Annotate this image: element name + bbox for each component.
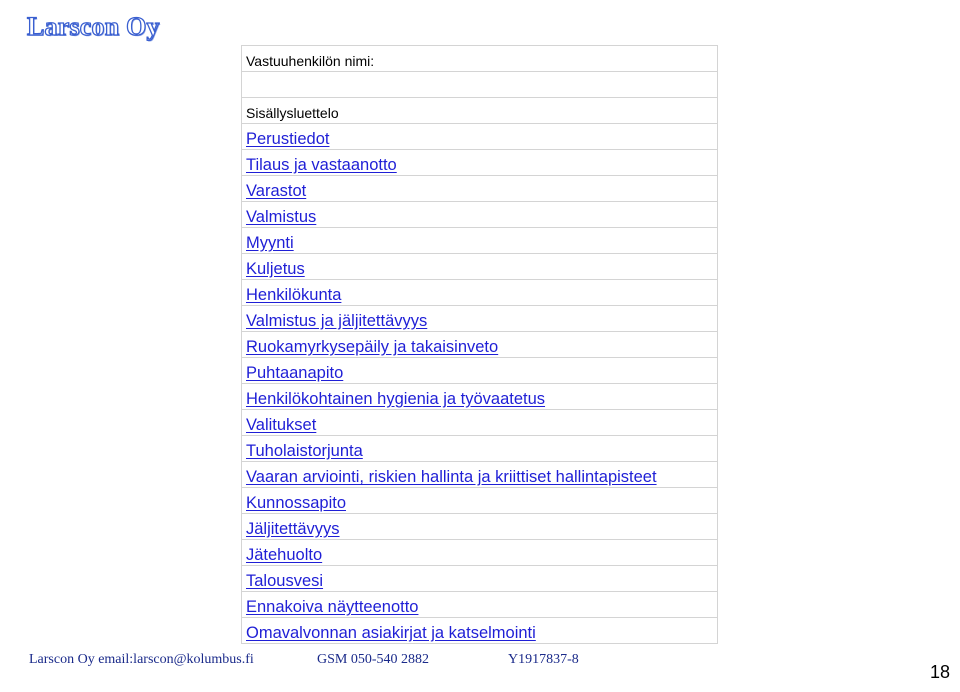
toc-link[interactable]: Kunnossapito: [246, 494, 346, 512]
toc-row: [242, 358, 718, 384]
toc-row: [242, 254, 718, 280]
toc-link[interactable]: Kuljetus: [246, 260, 305, 278]
toc-link[interactable]: Henkilökunta: [246, 286, 342, 304]
toc-row: [242, 202, 718, 228]
toc-link[interactable]: Jätehuolto: [246, 546, 323, 564]
toc-link[interactable]: Talousvesi: [246, 572, 324, 590]
toc-link[interactable]: Ruokamyrkysepäily ja takaisinveto: [246, 338, 499, 356]
page-number: 18: [929, 662, 950, 682]
responsible-row: [242, 46, 718, 72]
toc-link[interactable]: Valmistus ja jäljitettävyys: [246, 312, 428, 330]
toc-link[interactable]: Tilaus ja vastaanotto: [246, 156, 397, 174]
toc-link[interactable]: Henkilökohtainen hygienia ja työvaatetus: [246, 390, 546, 408]
toc-link[interactable]: Perustiedot: [246, 130, 330, 148]
toc-link[interactable]: Omavalvonnan asiakirjat ja katselmointi: [246, 624, 536, 642]
toc-row: [242, 332, 718, 358]
toc-row: [242, 410, 718, 436]
footer-business-id: Y1917837-8: [508, 652, 579, 667]
toc-list: [242, 124, 718, 644]
toc-row: [242, 462, 718, 488]
toc-link[interactable]: Tuholaistorjunta: [246, 442, 363, 460]
toc-row: [242, 566, 718, 592]
toc-heading-row: [242, 98, 718, 124]
toc-row: [242, 514, 718, 540]
empty-row: [242, 72, 718, 98]
toc-link[interactable]: Vaaran arviointi, riskien hallinta ja kriittiset hallintapisteet: [246, 468, 657, 486]
toc-row: [242, 228, 718, 254]
toc-row: [242, 124, 718, 150]
toc-link[interactable]: Puhtaanapito: [246, 364, 344, 382]
responsible-label: Vastuuhenkilön nimi:: [246, 53, 375, 69]
toc-link[interactable]: Valitukset: [246, 416, 317, 434]
toc-link[interactable]: Varastot: [246, 182, 307, 200]
toc-row: [242, 150, 718, 176]
toc-row: [242, 618, 718, 644]
company-logo: Larscon Oy: [27, 12, 160, 41]
toc-row: [242, 540, 718, 566]
toc-link[interactable]: Ennakoiva näytteenotto: [246, 598, 419, 616]
toc-row: [242, 306, 718, 332]
toc-row: [242, 384, 718, 410]
footer-phone: GSM 050-540 2882: [317, 652, 430, 667]
toc-link[interactable]: Jäljitettävyys: [246, 520, 340, 538]
footer-company: Larscon Oy email:larscon@kolumbus.fi: [29, 652, 254, 667]
toc-row: [242, 488, 718, 514]
toc-heading: Sisällysluettelo: [246, 105, 339, 121]
toc-row: [242, 436, 718, 462]
toc-link[interactable]: Myynti: [246, 234, 294, 252]
toc-row: [242, 280, 718, 306]
toc-link[interactable]: Valmistus: [246, 208, 317, 226]
toc-row: [242, 176, 718, 202]
toc-row: [242, 592, 718, 618]
toc-sheet: [241, 45, 718, 644]
